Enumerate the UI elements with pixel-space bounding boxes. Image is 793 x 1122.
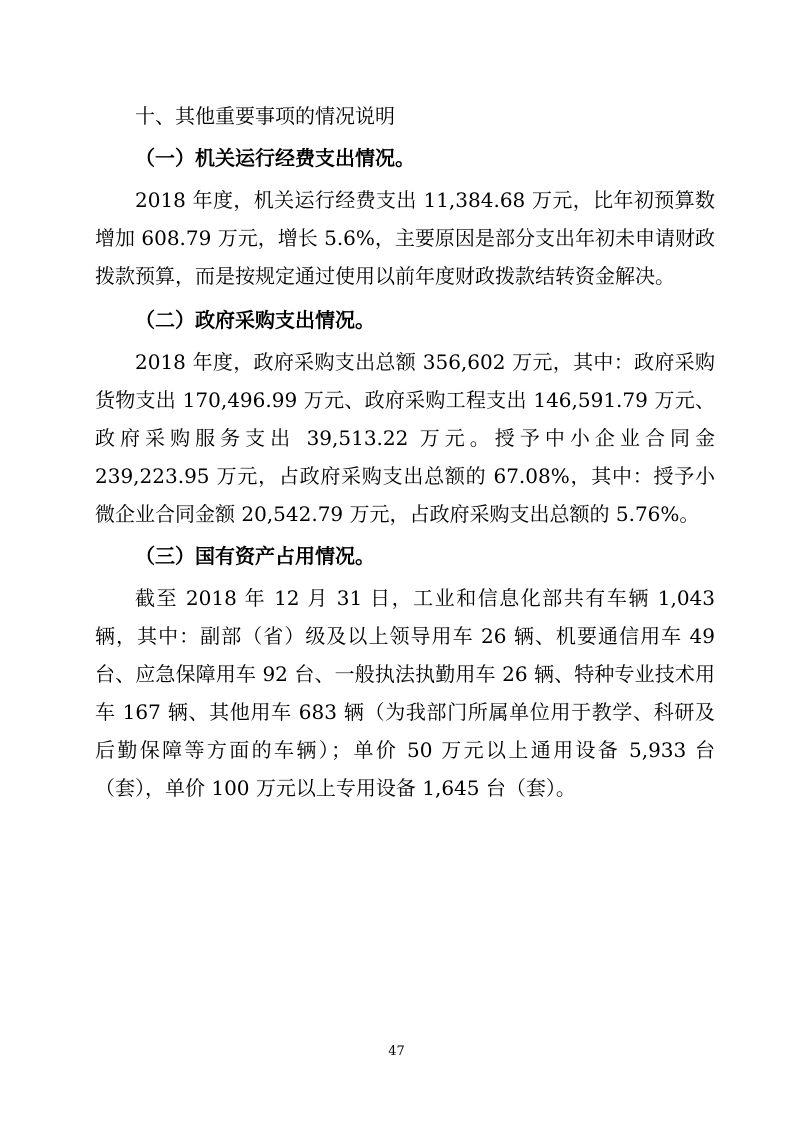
subsection-heading-government-procurement: （二）政府采购支出情况。 xyxy=(135,308,375,332)
page-number: 47 xyxy=(388,1044,405,1059)
section-heading: 十、其他重要事项的情况说明 xyxy=(135,104,395,128)
paragraph-state-assets: 截至 2018 年 12 月 31 日，工业和信息化部共有车辆 1,043 辆，其中：副部（省）级及以上领导用车 26 辆、机要通信用车 49 台、应急保障用车 92 台、一般执法执勤用车 26 辆、特种专业技术用车 167 辆、其他用车 683 辆（为我部门所属单位用于教学、科研及后勤保障等方面的车辆）；单价 50 万元以上通用设备 5,933 台（套），单价 100 万元以上专用设备 1,645 台（套）。 xyxy=(95,586,715,800)
subsection-heading-state-assets: （三）国有资产占用情况。 xyxy=(135,544,375,568)
paragraph-government-procurement: 2018 年度，政府采购支出总额 356,602 万元，其中：政府采购货物支出 170,496.99 万元、政府采购工程支出 146,591.79 万元、政府采购服务支出 39,513.22 万元。授予中小企业合同金 239,223.95 万元，占政府采购支出总额的 67.08%，其中：授予小微企业合同金额 20,542.79 万元，占政府采购支出总额的 5.76%。 xyxy=(95,350,715,526)
page-content xyxy=(95,97,715,807)
paragraph-operating-expenses: 2018 年度，机关运行经费支出 11,384.68 万元，比年初预算数增加 608.79 万元，增长 5.6%，主要原因是部分支出年初未申请财政拨款预算，而是按规定通过使用以前年度财政拨款结转资金解决。 xyxy=(95,188,715,288)
subsection-heading-operating-expenses: （一）机关运行经费支出情况。 xyxy=(135,146,415,170)
